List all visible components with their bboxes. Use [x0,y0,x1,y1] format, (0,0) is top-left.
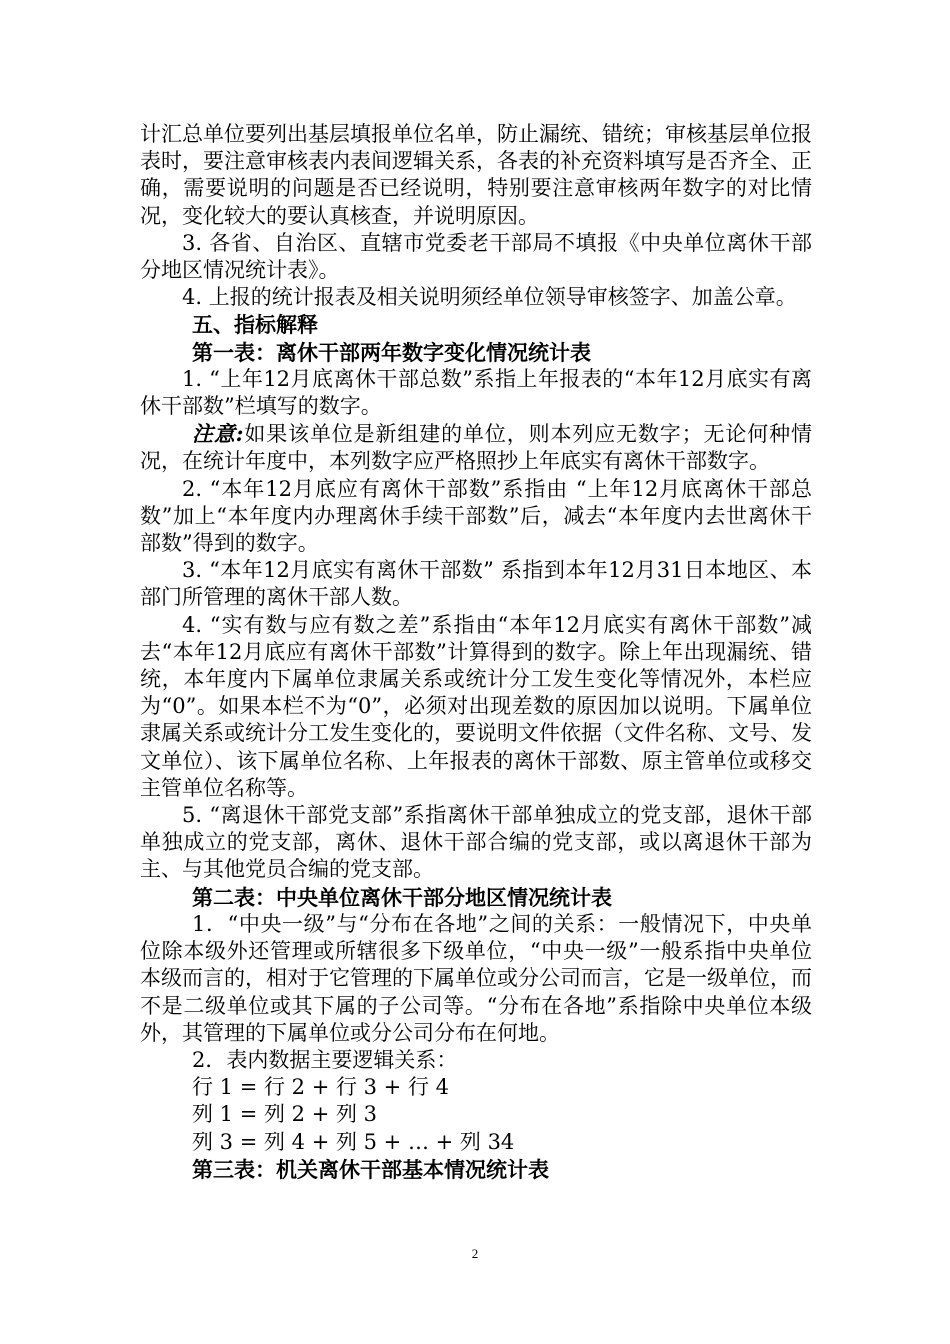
note-label: 注意: [192,421,244,447]
paragraph-item-4: 4. 上报的统计报表及相关说明须经单位领导审核签字、加盖公章。 [182,285,797,310]
note-text: 如果该单位是新组建的单位，则本列应无数字；无论何种情况，在统计年度中，本列数字应严格照抄上年底实有离休干部数字。 [140,422,812,474]
body-text [140,121,812,1183]
table-1-item-2: 2. “本年12月底应有离休干部数”系指由 “上年12月底离休干部总数”加上“本年度内办理离休手续干部数”后，减去“本年度内去世离休干部数”得到的数字。 [140,476,812,556]
formula-row: 行 1 = 行 2 + 行 3 + 行 4 [192,1075,449,1100]
table-1-item-4: 4. “实有数与应有数之差”系指由“本年12月底实有离休干部数”减去“本年12月底应有离休干部数”计算得到的数字。除上年出现漏统、错统，本年度内下属单位隶属关系或统计分工发生变化等情况外，本栏应为“0”。如果本栏不为“0”，必须对出现差数的原因加以说明。下属单位隶属关系或统计分工发生变化的，要说明文件依据（文件名称、文号、发文单位）、该下属单位名称、上年报表的离休干部数、原主管单位或移交主管单位名称等。 [140,612,812,800]
formula-column-1: 列 1 = 列 2 + 列 3 [192,1102,378,1127]
table-1-item-3: 3. “本年12月底实有离休干部数” 系指到本年12月31日本地区、本部门所管理的离休干部人数。 [140,558,812,610]
paragraph-item-3: 3. 各省、自治区、直辖市党委老干部局不填报《中央单位离休干部分地区情况统计表》。 [140,230,812,283]
formula-column-3: 列 3 = 列 4 + 列 5 + … + 列 34 [192,1129,515,1154]
note-paragraph [140,420,812,475]
paragraph-audit-requirements: 计汇总单位要列出基层填报单位名单，防止漏统、错统；审核基层单位报表时，要注意审核表内表间逻辑关系，各表的补充资料填写是否齐全、正确，需要说明的问题是否已经说明，特别要注意审核两年数字的对比情况，变化较大的要认真核查，并说明原因。 [140,122,812,228]
section-heading-indicators: 五、指标解释 [192,312,318,338]
table-1-item-1: 1. “上年12月底离休干部总数”系指上年报表的“本年12月底实有离休干部数”栏填写的数字。 [140,366,812,419]
table-2-item-1: 1．“中央一级”与“分布在各地”之间的关系：一般情况下，中央单位除本级外还管理或所辖很多下级单位，“中央一级”一般系指中央单位本级而言的，相对于它管理的下属单位或分公司而言，它是一级单位，而不是二级单位或其下属的子公司等。“分布在各地”系指除中央单位本级外，其管理的下属单位或分公司分布在何地。 [140,911,812,1045]
table-3-heading: 第三表：机关离休干部基本情况统计表 [192,1156,549,1182]
table-1-heading: 第一表：离休干部两年数字变化情况统计表 [192,339,591,365]
table-2-item-2: 2．表内数据主要逻辑关系： [192,1047,458,1072]
page-number: 2 [471,1246,479,1261]
table-1-item-5: 5. “离退休干部党支部”系指离休干部单独成立的党支部，退休干部单独成立的党支部，离休、退休干部合编的党支部，或以离退休干部为主、与其他党员合编的党支部。 [140,803,812,882]
table-2-heading: 第二表：中央单位离休干部分地区情况统计表 [192,884,612,910]
